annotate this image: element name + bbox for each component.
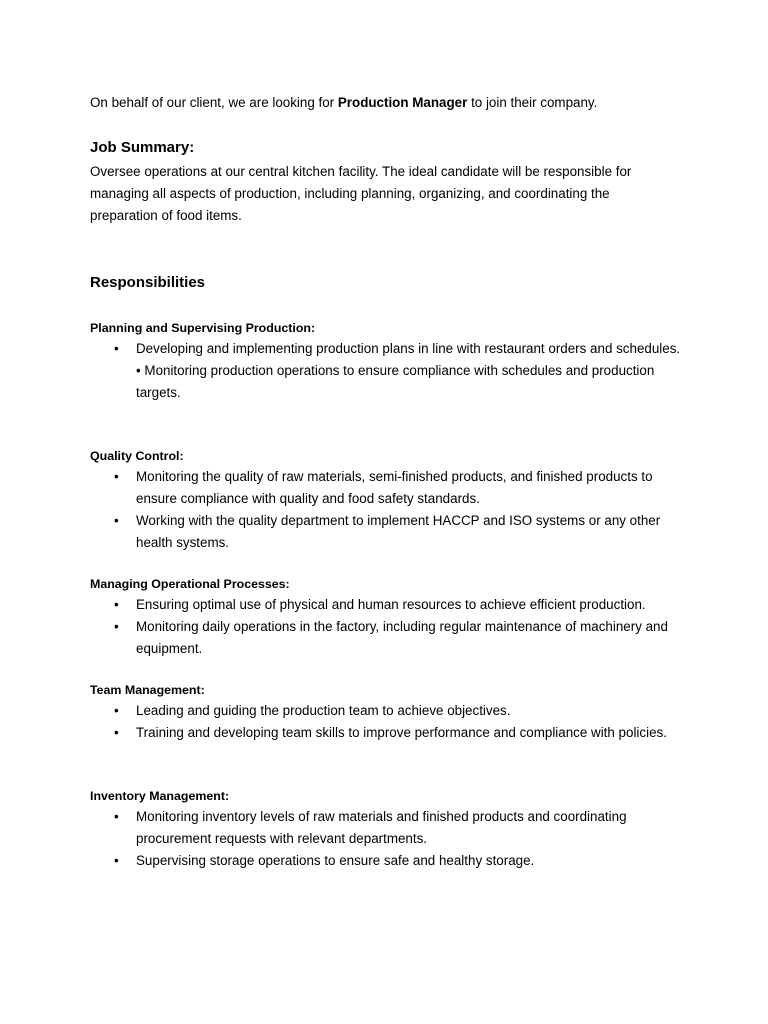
- bullet-icon: •: [114, 513, 119, 528]
- intro-text-start: On behalf of our client, we are looking for: [90, 95, 338, 110]
- bullet-icon: •: [114, 597, 119, 612]
- list-item-text: Developing and implementing production plans in line with restaurant orders and schedules.: [136, 341, 681, 356]
- list-item: [90, 466, 690, 510]
- bullet-icon: •: [114, 703, 119, 718]
- list-item: [90, 338, 690, 360]
- list-item-text: Working with the quality department to implement HACCP and ISO systems or any other health systems.: [136, 513, 661, 550]
- list-operations: [90, 594, 690, 660]
- list-item-text: • Monitoring production operations to ensure compliance with schedules and production targets.: [136, 363, 655, 400]
- list-item: [90, 806, 690, 850]
- section-title-operations: Managing Operational Processes:: [90, 577, 290, 591]
- list-item-text: Leading and guiding the production team to achieve objectives.: [136, 703, 511, 718]
- list-item-text: Monitoring daily operations in the factory, including regular maintenance of machinery and equipment.: [136, 619, 668, 656]
- list-item: [90, 510, 690, 554]
- job-summary-heading: Job Summary:: [90, 139, 195, 156]
- list-item-text: Monitoring inventory levels of raw materials and finished products and coordinating procurement requests with relevant departments.: [136, 809, 627, 846]
- responsibilities-heading: Responsibilities: [90, 274, 206, 291]
- section-title-planning: Planning and Supervising Production:: [90, 321, 316, 335]
- list-item-text: Ensuring optimal use of physical and human resources to achieve efficient production.: [136, 597, 646, 612]
- list-item: [90, 722, 690, 744]
- list-item: [90, 850, 690, 872]
- list-planning: [90, 338, 690, 404]
- list-quality: [90, 466, 690, 554]
- section-title-quality: Quality Control:: [90, 449, 184, 463]
- job-summary-text: Oversee operations at our central kitchen facility. The ideal candidate will be responsible for managing all aspects of production, including planning, organizing, and coordinating the preparation of food items.: [90, 164, 632, 223]
- position-title: Production Manager: [337, 95, 468, 110]
- list-item: [90, 700, 690, 722]
- list-inventory: [90, 806, 690, 872]
- list-item-text: Supervising storage operations to ensure safe and healthy storage.: [136, 853, 535, 868]
- bullet-icon: •: [114, 725, 119, 740]
- bullet-icon: •: [114, 619, 119, 634]
- bullet-icon: •: [114, 341, 119, 356]
- list-item: [90, 594, 690, 616]
- list-team: [90, 700, 690, 744]
- bullet-icon: •: [114, 809, 119, 824]
- section-title-inventory: Inventory Management:: [90, 789, 230, 803]
- list-item-text: Monitoring the quality of raw materials, semi-finished products, and finished products to ensure compliance with quality and food safety standards.: [136, 469, 653, 506]
- bullet-icon: •: [114, 853, 119, 868]
- intro-paragraph: [90, 92, 710, 114]
- list-item: [90, 616, 690, 660]
- bullet-icon: •: [114, 469, 119, 484]
- intro-text-end: to join their company.: [467, 95, 598, 110]
- section-title-team: Team Management:: [90, 683, 205, 697]
- list-item: [90, 360, 690, 404]
- list-item-text: Training and developing team skills to improve performance and compliance with policies.: [136, 725, 667, 740]
